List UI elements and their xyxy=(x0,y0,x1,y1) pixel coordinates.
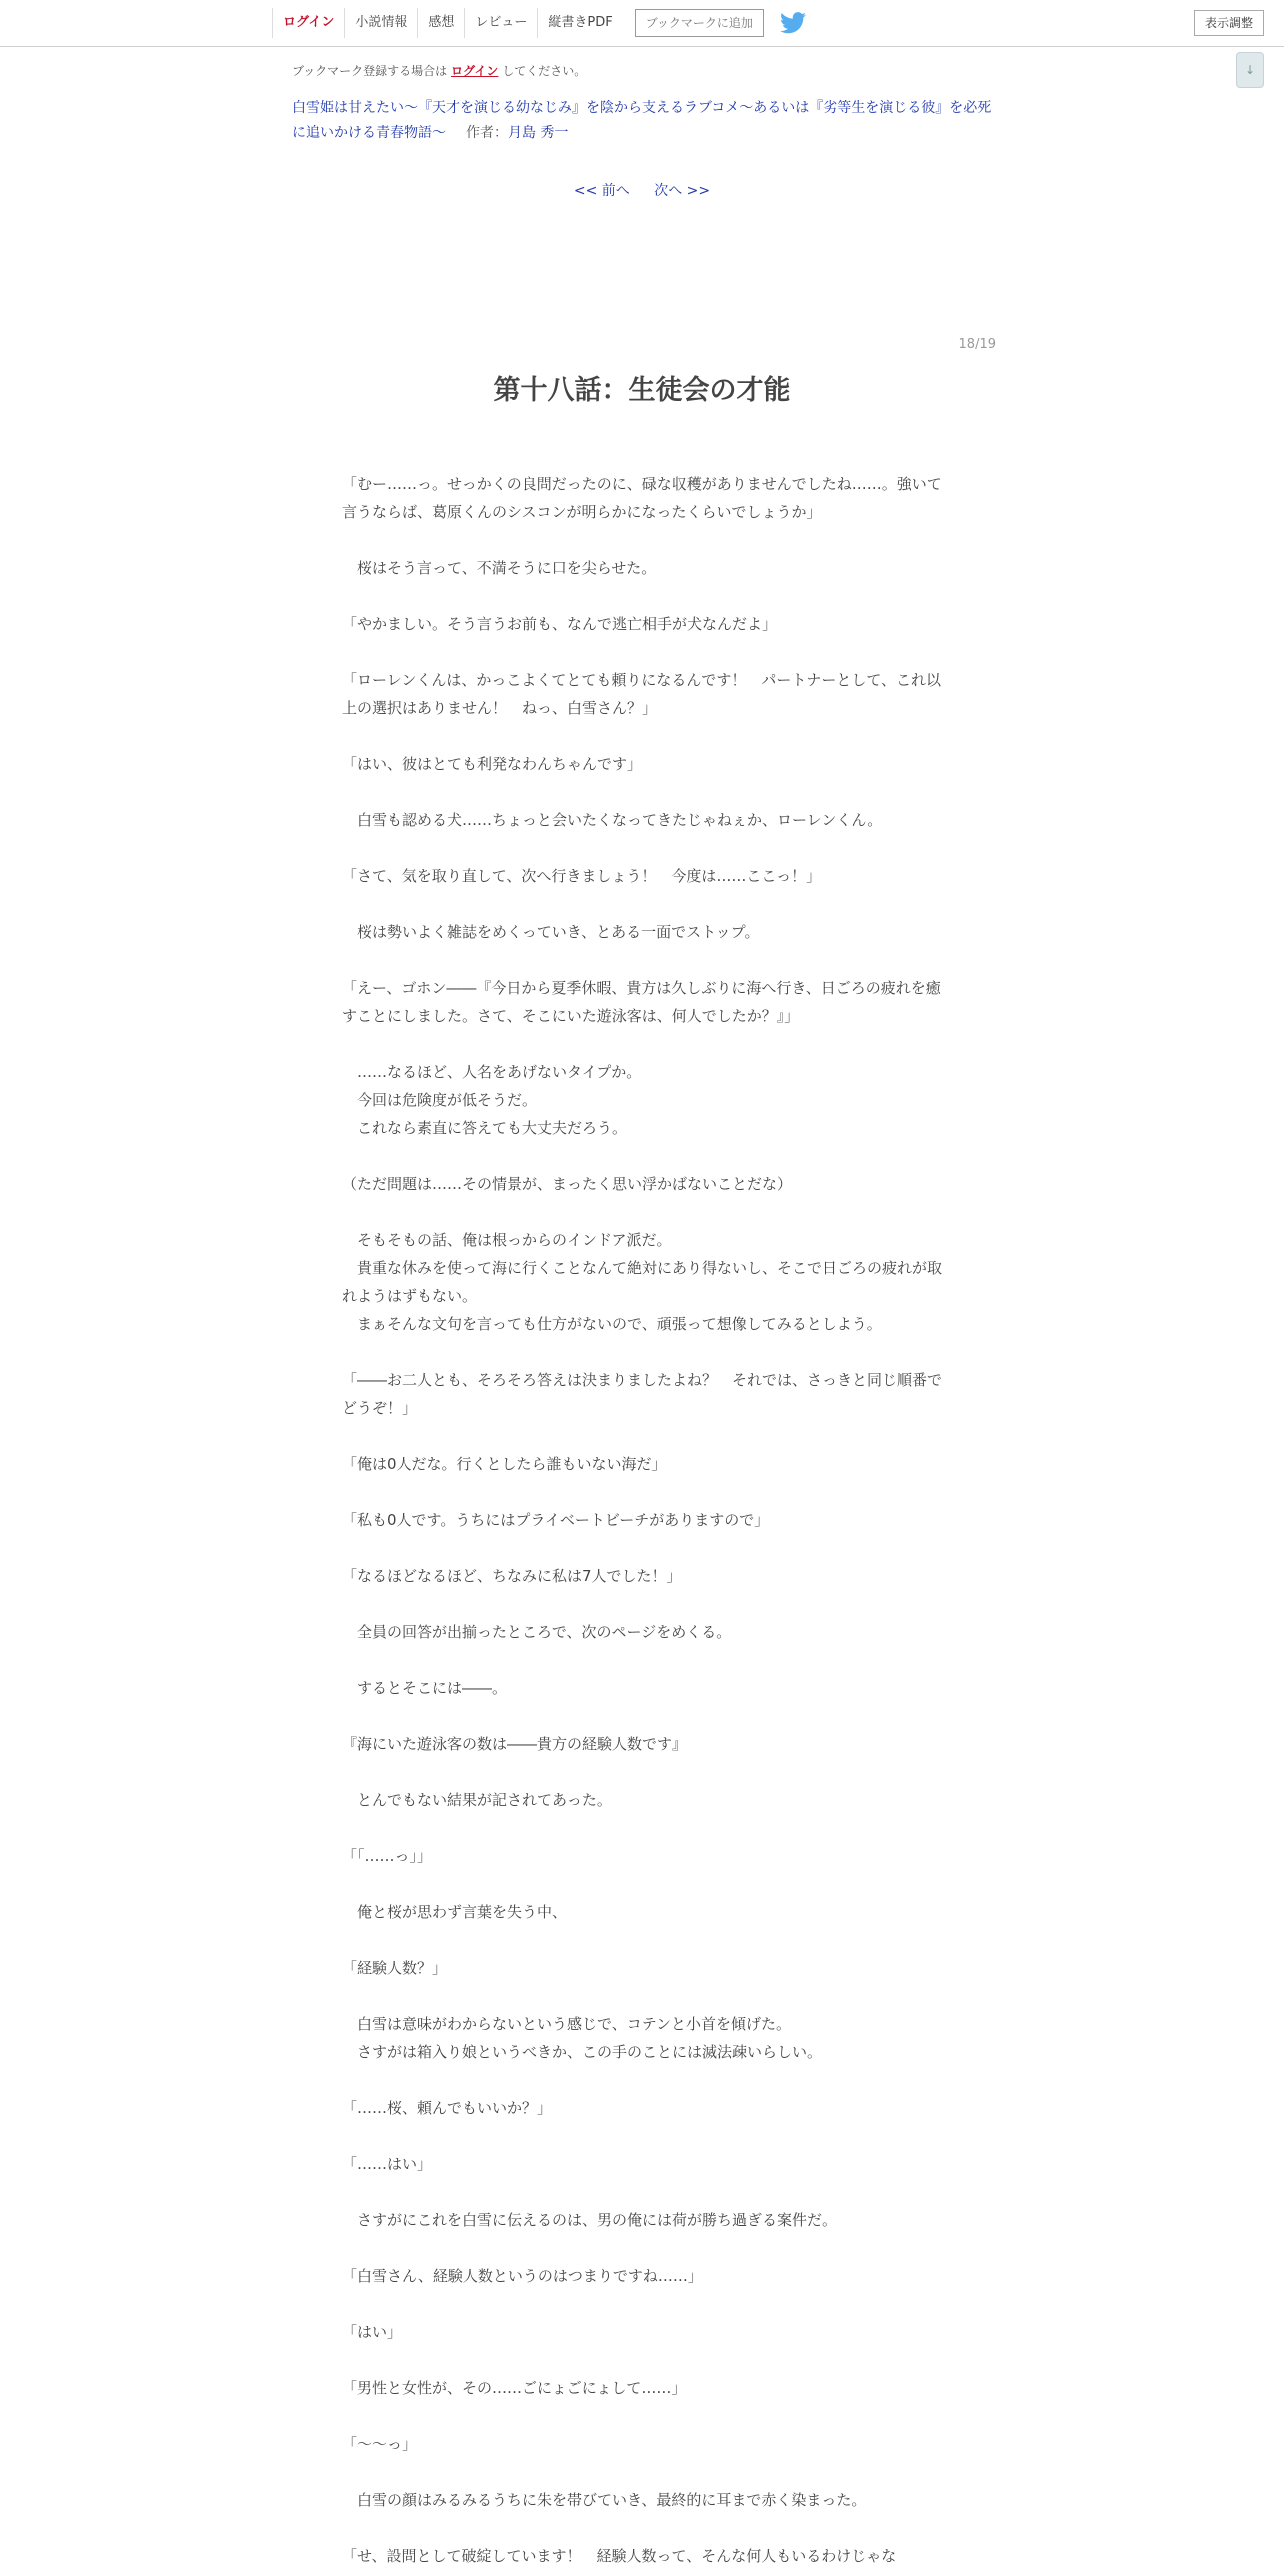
author-label: 作者： xyxy=(466,125,508,141)
blank-line xyxy=(342,2066,942,2094)
nav-novel-info[interactable]: 小説情報 xyxy=(344,8,417,38)
blank-line xyxy=(342,2290,942,2318)
blank-line xyxy=(342,1338,942,1366)
novel-paragraph: 「……はい」 xyxy=(342,2155,433,2173)
chapter-page-count: 18/19 xyxy=(958,337,996,352)
nav-vertical-pdf[interactable]: 縦書きPDF xyxy=(537,8,622,38)
blank-line xyxy=(342,890,942,918)
bookmark-login-notice xyxy=(292,62,586,79)
blank-line xyxy=(342,638,942,666)
novel-paragraph: 貴重な休みを使って海に行くことなんて絶対にあり得ないし、そこで日ごろの疲れが取れようはずもない。 xyxy=(342,1259,943,1305)
blank-line xyxy=(342,1422,942,1450)
novel-paragraph: 「むー……っ。せっかくの良問だったのに、碌な収穫がありませんでしたね……。強いて言うならば、葛原くんのシスコンが明らかになったくらいでしょうか」 xyxy=(342,475,942,521)
novel-paragraph: 「やかましい。そう言うお前も、なんで逃亡相手が犬なんだよ」 xyxy=(342,615,778,633)
blank-line xyxy=(342,1198,942,1226)
novel-paragraph: 全員の回答が出揃ったところで、次のページをめくる。 xyxy=(342,1623,732,1641)
main-nav xyxy=(272,8,806,38)
chapter-title: 第十八話：生徒会の才能 xyxy=(493,375,791,406)
novel-paragraph: 白雪の顔はみるみるうちに朱を帯びていき、最終的に耳まで赤く染まった。 xyxy=(342,2491,867,2509)
novel-paragraph: 「～～っ」 xyxy=(342,2435,418,2453)
top-navbar xyxy=(0,0,1284,47)
novel-body xyxy=(342,470,942,2570)
novel-paragraph: 「「……っ」」 xyxy=(342,1847,433,1865)
blank-line xyxy=(342,1702,942,1730)
notice-suffix: してください。 xyxy=(502,64,587,78)
nav-impressions[interactable]: 感想 xyxy=(417,8,464,38)
novel-paragraph: 『海にいた遊泳客の数は――貴方の経験人数です』 xyxy=(342,1735,688,1753)
blank-line xyxy=(342,526,942,554)
novel-paragraph: これなら素直に答えても大丈夫だろう。 xyxy=(342,1119,628,1137)
blank-line xyxy=(342,2346,942,2374)
blank-line xyxy=(342,2234,942,2262)
novel-title-block xyxy=(292,96,1004,146)
novel-paragraph: 「はい」 xyxy=(342,2323,403,2341)
novel-paragraph: 「私も0人です。うちにはプライベートビーチがありますので」 xyxy=(342,1511,770,1529)
blank-line xyxy=(342,1030,942,1058)
novel-paragraph: 今回は危険度が低そうだ。 xyxy=(342,1091,538,1109)
blank-line xyxy=(342,2178,942,2206)
display-settings-button[interactable]: 表示調整 xyxy=(1194,10,1264,36)
blank-line xyxy=(342,834,942,862)
blank-line xyxy=(342,946,942,974)
twitter-bird-icon[interactable] xyxy=(780,12,806,34)
prev-chapter-link[interactable]: << 前へ xyxy=(573,183,630,199)
blank-line xyxy=(342,1478,942,1506)
scroll-down-arrow-icon[interactable]: ↓ xyxy=(1236,52,1264,88)
novel-paragraph: 桜はそう言って、不満そうに口を尖らせた。 xyxy=(342,559,657,577)
next-chapter-link[interactable]: 次へ >> xyxy=(654,183,711,199)
novel-paragraph: 白雪は意味がわからないという感じで、コテンと小首を傾げた。 xyxy=(342,2015,791,2033)
nav-login[interactable]: ログイン xyxy=(272,8,344,38)
novel-paragraph: 「……桜、頼んでもいいか？」 xyxy=(342,2099,553,2117)
blank-line xyxy=(342,1534,942,1562)
novel-paragraph: まぁそんな文句を言っても仕方がないので、頑張って想像してみるとしよう。 xyxy=(342,1315,882,1333)
chapter-pager xyxy=(0,180,1284,200)
novel-paragraph: （ただ問題は……その情景が、まったく思い浮かばないことだな） xyxy=(342,1175,793,1193)
novel-paragraph: 「白雪さん、経験人数というのはつまりですね……」 xyxy=(342,2267,703,2285)
add-bookmark-button[interactable]: ブックマークに追加 xyxy=(635,9,764,37)
novel-paragraph: 「せ、設問として破綻しています！ 経験人数って、そんな何人もいるわけじゃな xyxy=(342,2547,897,2565)
author-line xyxy=(466,125,568,141)
novel-title-link[interactable]: 白雪姫は甘えたい～『天才を演じる幼なじみ』を陰から支えるラブコメ～あるいは『劣等生を演じる彼』を必死に追いかける青春物語～ xyxy=(292,100,992,141)
notice-prefix: ブックマーク登録する場合は xyxy=(292,64,448,78)
blank-line xyxy=(342,722,942,750)
novel-paragraph: 桜は勢いよく雑誌をめくっていき、とある一面でストップ。 xyxy=(342,923,760,941)
notice-login-link[interactable]: ログイン xyxy=(451,64,499,78)
blank-line xyxy=(342,1982,942,2010)
nav-review[interactable]: レビュー xyxy=(464,8,537,38)
novel-paragraph: さすがにこれを白雪に伝えるのは、男の俺には荷が勝ち過ぎる案件だ。 xyxy=(342,2211,838,2229)
novel-paragraph: 「ローレンくんは、かっこよくてとても頼りになるんです！ パートナーとして、これ以上の選択はありません！ ねっ、白雪さん？」 xyxy=(342,671,942,717)
blank-line xyxy=(342,1142,942,1170)
blank-line xyxy=(342,582,942,610)
novel-paragraph: 「男性と女性が、その……ごにょごにょして……」 xyxy=(342,2379,687,2397)
novel-paragraph: 「経験人数？」 xyxy=(342,1959,448,1977)
blank-line xyxy=(342,1814,942,1842)
blank-line xyxy=(342,2122,942,2150)
blank-line xyxy=(342,1758,942,1786)
blank-line xyxy=(342,2458,942,2486)
novel-paragraph: 「なるほどなるほど、ちなみに私は7人でした！」 xyxy=(342,1567,682,1585)
novel-paragraph: 「さて、気を取り直して、次へ行きましょう！ 今度は……ここっ！」 xyxy=(342,867,822,885)
blank-line xyxy=(342,1926,942,1954)
novel-paragraph: 「俺は0人だな。行くとしたら誰もいない海だ」 xyxy=(342,1455,667,1473)
novel-paragraph: 白雪も認める犬……ちょっと会いたくなってきたじゃねぇか、ローレンくん。 xyxy=(342,811,883,829)
novel-paragraph: とんでもない結果が記されてあった。 xyxy=(342,1791,612,1809)
novel-paragraph: 俺と桜が思わず言葉を失う中、 xyxy=(342,1903,568,1921)
novel-paragraph: ……なるほど、人名をあげないタイプか。 xyxy=(342,1063,642,1081)
blank-line xyxy=(342,1590,942,1618)
novel-paragraph: 「はい、彼はとても利発なわんちゃんです」 xyxy=(342,755,643,773)
novel-paragraph: 「えー、ゴホン――『今日から夏季休暇、貴方は久しぶりに海へ行き、日ごろの疲れを癒すことにしました。さて、そこにいた遊泳客は、何人でしたか？』」 xyxy=(342,979,941,1025)
novel-paragraph: そもそもの話、俺は根っからのインドア派だ。 xyxy=(342,1231,672,1249)
blank-line xyxy=(342,2402,942,2430)
novel-paragraph: するとそこには――。 xyxy=(342,1679,508,1697)
novel-paragraph: さすがは箱入り娘というべきか、この手のことには滅法疎いらしい。 xyxy=(342,2043,823,2061)
blank-line xyxy=(342,2514,942,2542)
author-link[interactable]: 月島 秀一 xyxy=(508,125,569,141)
blank-line xyxy=(342,1870,942,1898)
blank-line xyxy=(342,1646,942,1674)
blank-line xyxy=(342,778,942,806)
novel-paragraph: 「――お二人とも、そろそろ答えは決まりましたよね？ それでは、さっきと同じ順番でどうぞ！」 xyxy=(342,1371,943,1417)
